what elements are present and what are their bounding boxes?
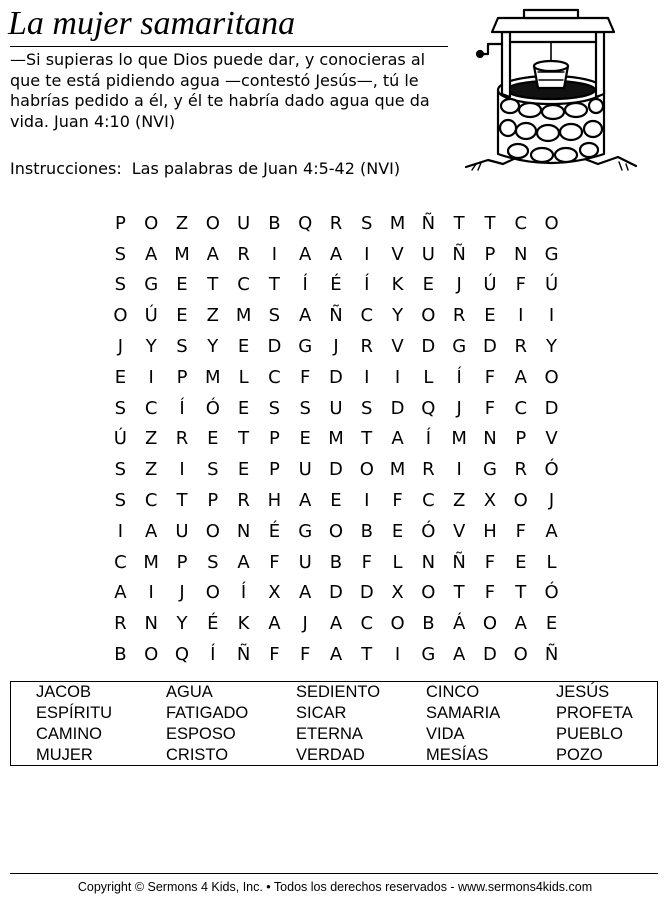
grid-letter: S — [114, 490, 127, 512]
grid-letter: G — [298, 336, 313, 358]
grid-letter: Z — [175, 212, 189, 234]
footer-divider — [10, 873, 658, 874]
grid-letter: I — [117, 520, 124, 542]
page-title: La mujer samaritana — [8, 5, 296, 42]
grid-letter: U — [236, 212, 251, 234]
grid-letter: N — [421, 551, 436, 573]
instructions-label: Instrucciones: — [10, 159, 122, 178]
grid-letter: B — [422, 613, 435, 635]
title-divider — [10, 46, 448, 47]
grid-letter: U — [175, 520, 189, 542]
grid-letter: I — [364, 243, 370, 265]
word-list-item: POZO — [556, 746, 603, 764]
grid-letter: E — [237, 459, 250, 481]
grid-letter: C — [360, 305, 374, 327]
grid-letter: O — [359, 459, 374, 481]
grid-letter: A — [206, 243, 219, 265]
grid-letter: A — [329, 613, 343, 635]
grid-letter: P — [207, 490, 219, 512]
grid-letter: Q — [298, 212, 313, 234]
grid-letter: T — [515, 582, 527, 604]
grid-letter: F — [392, 490, 403, 512]
grid-letter: K — [237, 613, 250, 635]
grid-letter: D — [544, 397, 559, 419]
grid-letter: O — [513, 644, 528, 666]
grid-letter: S — [361, 397, 373, 419]
grid-letter: V — [545, 428, 558, 450]
grid-letter: A — [545, 520, 558, 542]
grid-letter: C — [360, 613, 374, 635]
grid-letter: C — [514, 397, 528, 419]
grid-letter: O — [205, 582, 220, 604]
grid-letter: D — [329, 459, 343, 481]
word-list-item: JESÚS — [556, 683, 610, 701]
word-list-item: CRISTO — [166, 746, 229, 764]
grid-letter: X — [268, 582, 281, 604]
bible-verse: —Si supieras lo que Dios puede dar, y conocieras al que te está pidiendo agua —contestó Jesús—, tú le habrías pedido a él, y él te habría dado agua que da vida. Juan 4:10 (NVI) — [10, 50, 430, 131]
grid-letter: D — [359, 582, 374, 604]
word-list-item: PUEBLO — [556, 725, 623, 743]
grid-letter: G — [298, 520, 313, 542]
grid-letter: A — [145, 520, 158, 542]
word-list-item: CAMINO — [36, 725, 102, 743]
grid-letter: C — [422, 490, 435, 512]
grid-letter: I — [148, 366, 154, 388]
grid-letter: I — [364, 366, 370, 388]
grid-letter: R — [452, 305, 466, 327]
grid-letter: Ó — [544, 459, 559, 481]
grid-letter: Í — [302, 274, 308, 296]
grid-letter: É — [330, 274, 342, 296]
grid-letter: U — [329, 397, 343, 419]
word-search-grid — [105, 208, 567, 670]
grid-letter: Y — [392, 305, 404, 327]
grid-letter: Y — [176, 613, 188, 635]
grid-letter: O — [144, 644, 159, 666]
grid-letter: Y — [546, 336, 558, 358]
grid-letter: Z — [145, 459, 158, 481]
grid-letter: F — [361, 551, 372, 573]
grid-letter: P — [268, 428, 280, 450]
grid-letter: F — [269, 551, 280, 573]
grid-letter: C — [144, 397, 158, 419]
grid-letter: S — [299, 397, 311, 419]
word-list-item: SICAR — [296, 704, 347, 722]
grid-letter: B — [360, 520, 373, 542]
grid-letter: A — [268, 613, 281, 635]
grid-letter: D — [483, 644, 497, 666]
grid-letter: A — [145, 243, 158, 265]
grid-letter: U — [298, 551, 312, 573]
grid-letter: Q — [174, 644, 190, 666]
grid-letter: E — [207, 428, 219, 450]
grid-letter: J — [548, 490, 555, 512]
grid-letter: Ó — [205, 397, 220, 419]
grid-letter: N — [236, 520, 251, 542]
footer-copyright: Copyright © Sermons 4 Kids, Inc. • Todos los derechos reservados - www.sermons4kids.com — [77, 880, 593, 894]
grid-letter: M — [174, 243, 190, 265]
grid-letter: R — [422, 459, 435, 481]
grid-letter: A — [514, 613, 527, 635]
grid-letter: N — [483, 428, 497, 450]
grid-letter: K — [391, 274, 404, 296]
grid-letter: C — [144, 490, 158, 512]
word-list-item: ESPÍRITU — [36, 704, 113, 722]
grid-letter: A — [514, 366, 527, 388]
grid-letter: R — [114, 613, 127, 635]
grid-letter: R — [514, 459, 528, 481]
grid-letter: T — [361, 644, 373, 666]
grid-letter: B — [329, 551, 343, 573]
grid-letter: E — [176, 305, 188, 327]
grid-letter: J — [333, 336, 339, 358]
grid-letter: Z — [206, 305, 219, 327]
grid-letter: P — [515, 428, 527, 450]
grid-letter: T — [176, 490, 188, 512]
grid-letter: S — [207, 551, 219, 573]
grid-letter: Í — [364, 274, 370, 296]
grid-letter: A — [329, 644, 343, 666]
grid-letter: T — [207, 274, 219, 296]
grid-letter: M — [451, 428, 467, 450]
grid-letter: O — [544, 366, 559, 388]
grid-letter: I — [364, 490, 370, 512]
grid-letter: F — [269, 644, 280, 666]
word-list-item: MUJER — [36, 746, 93, 764]
grid-letter: T — [453, 212, 465, 234]
grid-letter: S — [114, 243, 127, 265]
grid-letter: I — [179, 459, 185, 481]
grid-letter: X — [391, 582, 404, 604]
word-list-item: SAMARIA — [426, 704, 501, 722]
grid-letter: I — [394, 366, 401, 388]
grid-letter: E — [330, 490, 342, 512]
grid-letter: O — [205, 520, 220, 542]
grid-letter: M — [328, 428, 344, 450]
grid-letter: O — [113, 305, 128, 327]
grid-letter: A — [453, 644, 466, 666]
grid-letter: T — [268, 274, 280, 296]
word-list-item: PROFETA — [556, 704, 633, 722]
grid-letter: Ñ — [452, 243, 466, 265]
grid-letter: J — [456, 274, 462, 296]
grid-letter: F — [484, 397, 496, 419]
grid-letter: S — [207, 459, 219, 481]
grid-letter: P — [176, 366, 188, 388]
grid-letter: O — [544, 212, 559, 234]
grid-letter: E — [422, 274, 435, 296]
grid-letter: Q — [421, 397, 436, 419]
grid-letter: P — [114, 212, 126, 234]
grid-letter: D — [483, 336, 497, 358]
grid-letter: B — [114, 644, 127, 666]
grid-letter: E — [114, 366, 127, 388]
grid-letter: G — [144, 274, 159, 296]
grid-letter: B — [268, 212, 281, 234]
grid-letter: O — [482, 613, 498, 635]
grid-letter: Í — [456, 366, 462, 388]
grid-letter: A — [299, 582, 312, 604]
grid-letter: A — [237, 551, 250, 573]
grid-letter: I — [394, 644, 401, 666]
instructions-text: Las palabras de Juan 4:5-42 (NVI) — [131, 159, 401, 178]
grid-letter: A — [114, 582, 127, 604]
grid-letter: Ñ — [544, 644, 559, 666]
grid-letter: T — [361, 428, 373, 450]
word-list-item: VERDAD — [296, 746, 365, 764]
grid-letter: Í — [240, 582, 247, 604]
word-list-item: VIDA — [426, 725, 465, 743]
grid-letter: N — [514, 243, 528, 265]
grid-letter: F — [484, 582, 496, 604]
grid-letter: V — [453, 520, 466, 542]
grid-letter: É — [207, 613, 219, 635]
grid-letter: P — [268, 459, 280, 481]
grid-letter: H — [483, 520, 497, 542]
grid-letter: V — [391, 243, 404, 265]
grid-letter: P — [484, 243, 496, 265]
grid-letter: P — [176, 551, 188, 573]
grid-letter: Ú — [483, 274, 497, 296]
well-icon — [458, 2, 642, 174]
grid-letter: D — [329, 366, 343, 388]
grid-letter: C — [114, 551, 127, 573]
grid-letter: T — [238, 428, 250, 450]
grid-letter: Ú — [144, 305, 158, 327]
word-list-item: AGUA — [166, 683, 213, 701]
grid-letter: S — [114, 459, 127, 481]
grid-letter: S — [114, 274, 127, 296]
grid-letter: I — [148, 582, 154, 604]
grid-letter: R — [360, 336, 374, 358]
grid-letter: M — [235, 305, 252, 327]
grid-letter: L — [238, 366, 249, 388]
grid-letter: F — [484, 366, 496, 388]
grid-letter: Ñ — [236, 644, 251, 666]
grid-letter: O — [421, 582, 436, 604]
grid-letter: L — [423, 366, 434, 388]
grid-letter: É — [268, 520, 281, 542]
grid-letter: Y — [145, 336, 157, 358]
grid-letter: O — [390, 613, 405, 635]
grid-letter: T — [453, 582, 465, 604]
grid-letter: Z — [452, 490, 466, 512]
grid-letter: J — [456, 397, 462, 419]
grid-letter: E — [237, 397, 250, 419]
grid-letter: Ó — [421, 520, 436, 542]
grid-letter: R — [237, 490, 250, 512]
grid-letter: R — [237, 243, 250, 265]
grid-letter: O — [328, 520, 344, 542]
grid-letter: C — [514, 212, 528, 234]
grid-letter: A — [299, 490, 312, 512]
grid-letter: G — [452, 336, 467, 358]
grid-letter: Ó — [544, 582, 559, 604]
grid-letter: D — [390, 397, 405, 419]
grid-letter: F — [300, 644, 311, 666]
grid-letter: S — [361, 212, 373, 234]
grid-letter: T — [484, 212, 496, 234]
grid-letter: Ú — [544, 274, 559, 296]
word-list-item: ESPOSO — [166, 725, 236, 743]
grid-letter: D — [421, 336, 436, 358]
grid-letter: F — [300, 366, 311, 388]
grid-letter: M — [143, 551, 159, 573]
instructions — [10, 159, 400, 179]
grid-letter: I — [518, 305, 524, 327]
grid-letter: M — [205, 366, 221, 388]
grid-letter: M — [389, 212, 406, 234]
grid-letter: Í — [210, 644, 216, 666]
grid-letter: X — [483, 490, 497, 512]
grid-letter: R — [329, 212, 343, 234]
grid-letter: S — [176, 336, 188, 358]
grid-letter: R — [514, 336, 528, 358]
grid-letter: Ñ — [452, 551, 466, 573]
grid-letter: F — [515, 274, 526, 296]
grid-letter: E — [391, 520, 404, 542]
grid-letter: U — [298, 459, 312, 481]
grid-letter: J — [117, 336, 124, 358]
grid-letter: O — [144, 212, 159, 234]
grid-letter: Ñ — [329, 305, 343, 327]
word-list-item: ETERNA — [296, 725, 363, 743]
grid-letter: Á — [453, 613, 466, 635]
word-list-item: CINCO — [426, 683, 480, 701]
word-list-item: MESÍAS — [426, 746, 489, 764]
grid-letter: G — [544, 243, 559, 265]
grid-letter: M — [389, 459, 406, 481]
grid-letter: S — [114, 397, 127, 419]
grid-letter: G — [482, 459, 497, 481]
grid-letter: R — [175, 428, 189, 450]
grid-letter: J — [302, 613, 308, 635]
grid-letter: I — [548, 305, 555, 327]
grid-letter: E — [545, 613, 558, 635]
grid-letter: I — [271, 243, 278, 265]
grid-letter: H — [267, 490, 282, 512]
grid-letter: Ú — [113, 428, 127, 450]
grid-letter: O — [421, 305, 436, 327]
grid-letter: C — [268, 366, 281, 388]
grid-letter: Ñ — [421, 212, 436, 234]
grid-letter: A — [329, 243, 343, 265]
grid-letter: Í — [425, 428, 432, 450]
grid-letter: J — [179, 582, 185, 604]
grid-letter: Y — [207, 336, 219, 358]
grid-letter: A — [299, 243, 312, 265]
grid-letter: N — [144, 613, 158, 635]
grid-letter: C — [237, 274, 250, 296]
grid-letter: E — [515, 551, 527, 573]
grid-letter: D — [267, 336, 282, 358]
grid-letter: E — [299, 428, 311, 450]
word-list-box — [10, 681, 658, 766]
grid-letter: A — [391, 428, 404, 450]
grid-letter: E — [237, 336, 250, 358]
grid-letter: E — [176, 274, 188, 296]
word-list-item: JACOB — [36, 683, 92, 701]
grid-letter: L — [546, 551, 557, 573]
word-list-item: SEDIENTO — [296, 683, 381, 701]
grid-letter: D — [329, 582, 343, 604]
grid-letter: G — [421, 644, 436, 666]
grid-letter: E — [484, 305, 496, 327]
grid-letter: Z — [145, 428, 158, 450]
grid-letter: F — [484, 551, 496, 573]
grid-letter: Í — [179, 397, 185, 419]
grid-letter: O — [513, 490, 528, 512]
grid-letter: U — [421, 243, 435, 265]
grid-letter: F — [515, 520, 526, 542]
grid-letter: L — [392, 551, 403, 573]
grid-letter: V — [391, 336, 404, 358]
grid-letter: S — [268, 397, 281, 419]
grid-letter: O — [205, 212, 220, 234]
grid-letter: S — [268, 305, 281, 327]
grid-letter: I — [456, 459, 462, 481]
grid-letter: A — [299, 305, 312, 327]
word-list-item: FATIGADO — [166, 704, 249, 722]
